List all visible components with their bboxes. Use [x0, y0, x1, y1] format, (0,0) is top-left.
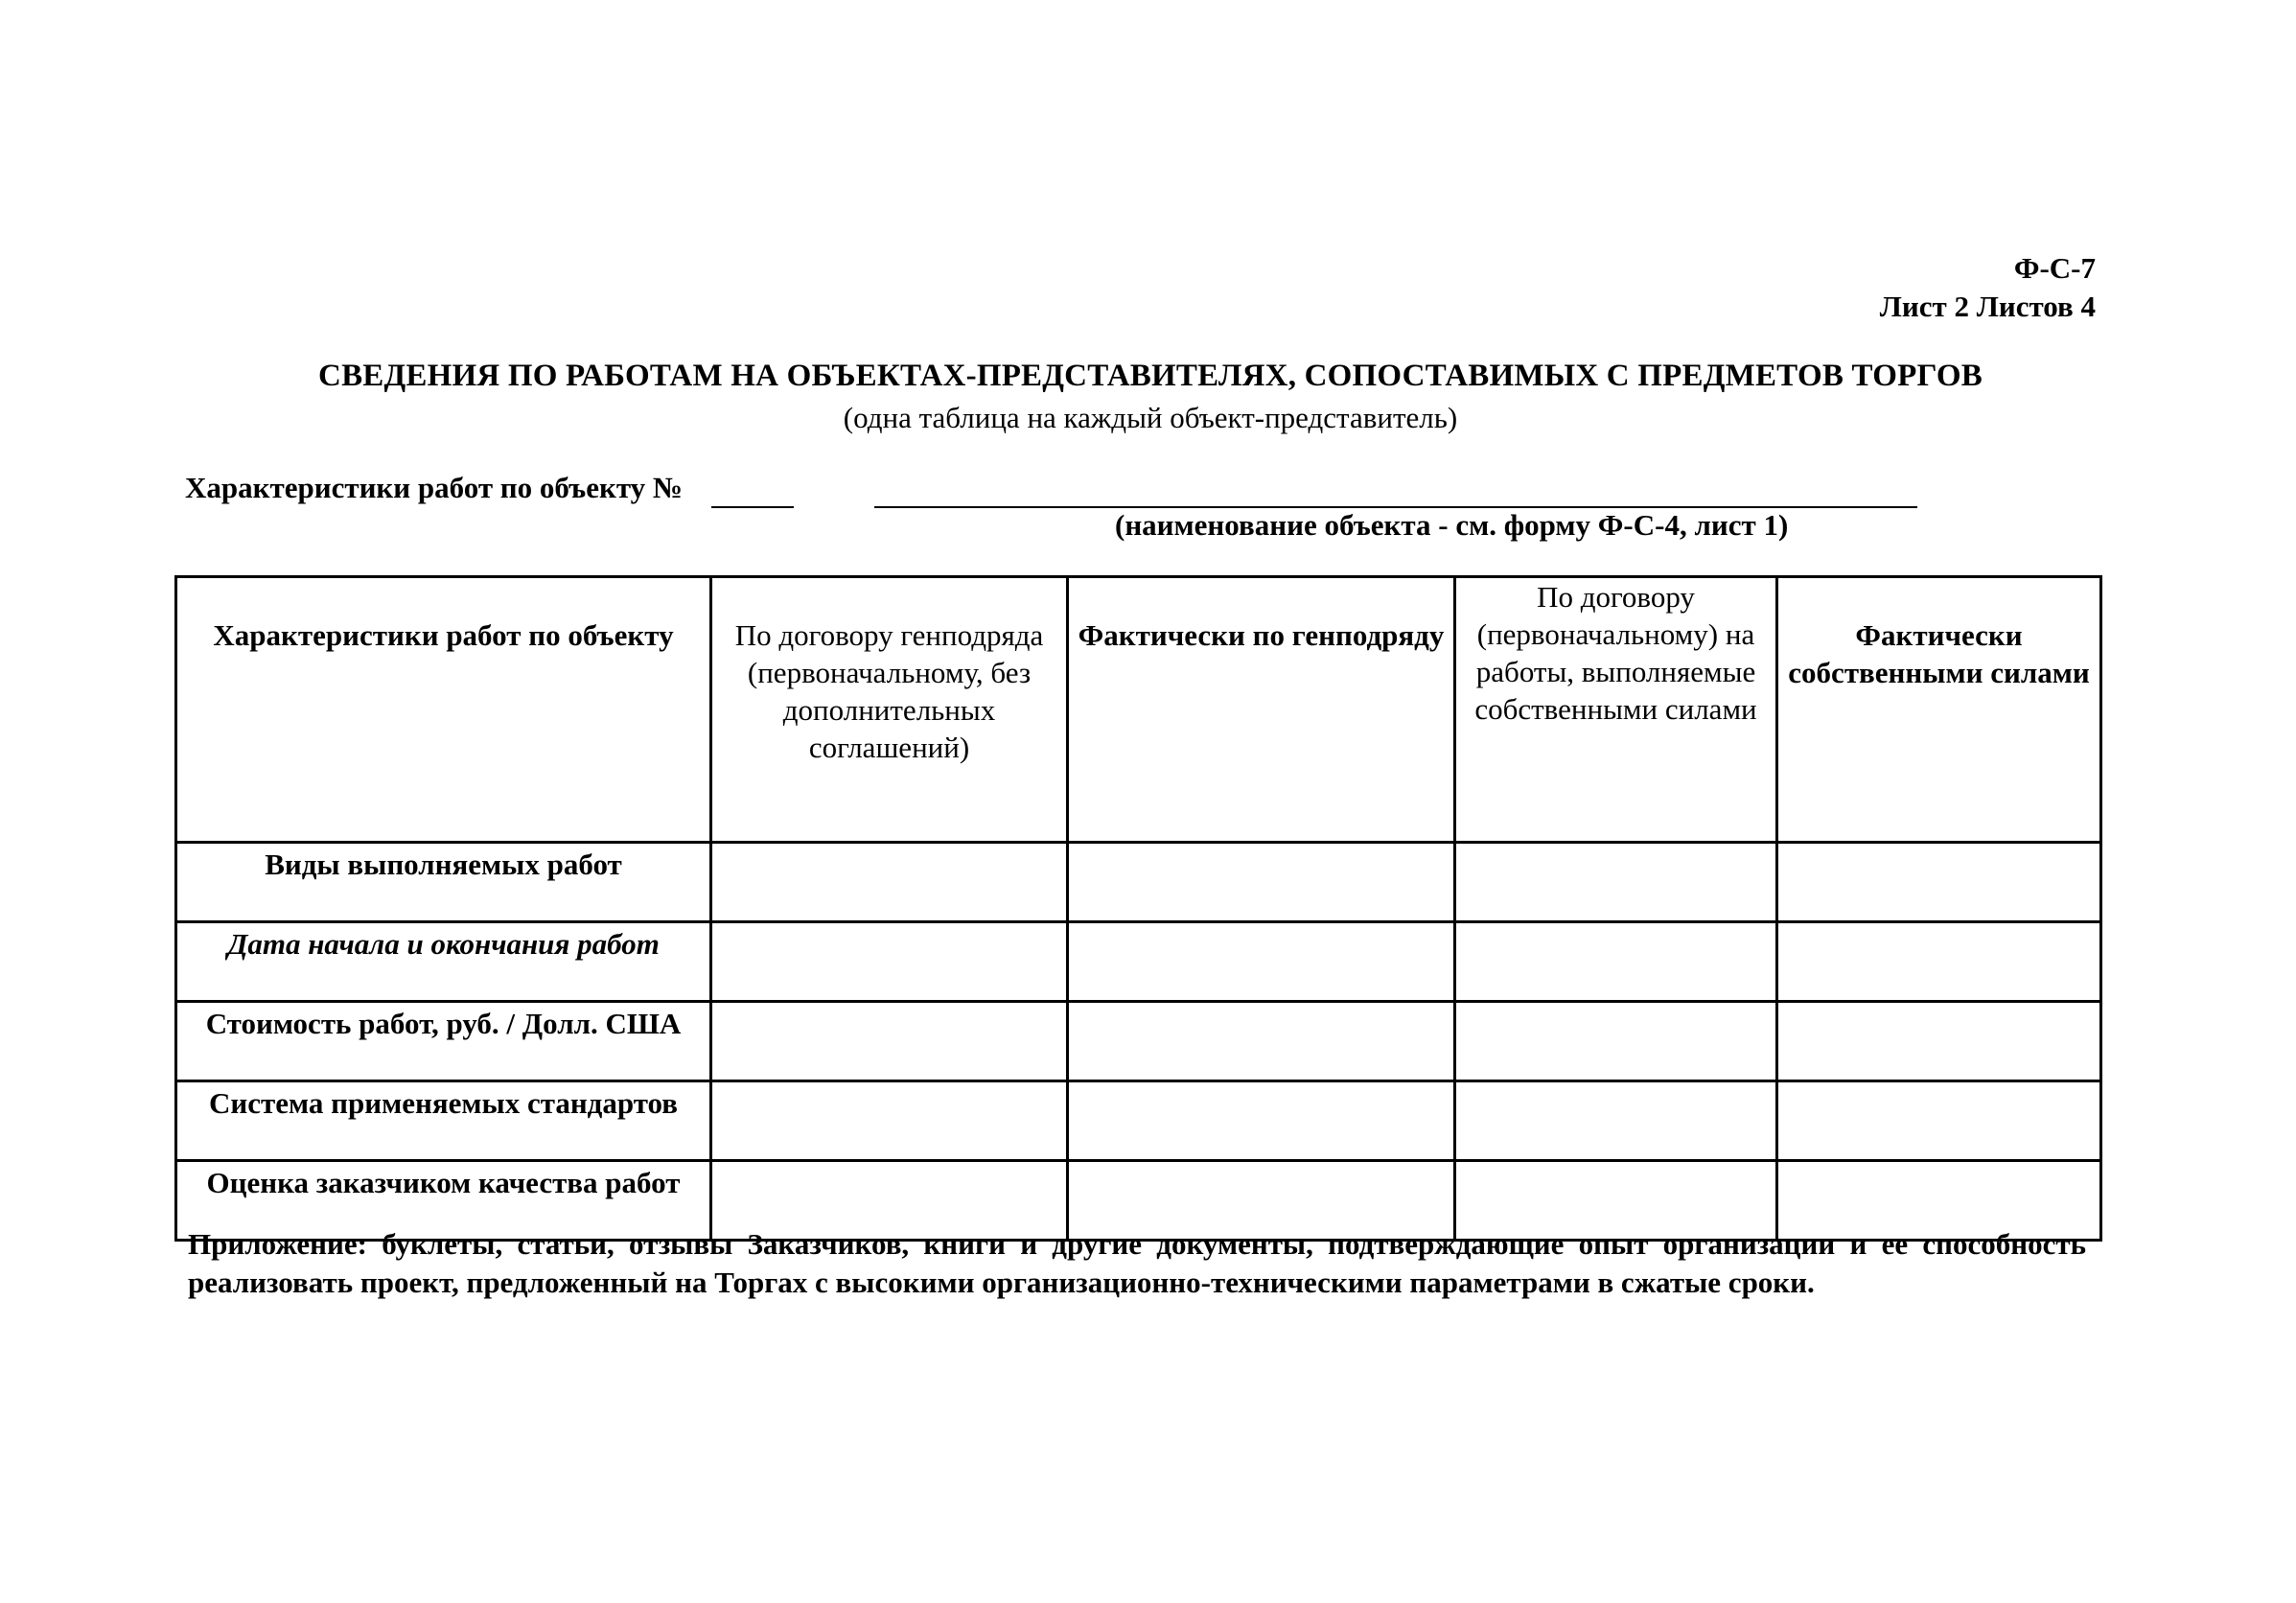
- table-row: [176, 843, 2101, 922]
- table-cell[interactable]: [1777, 1081, 2101, 1161]
- object-number-blank[interactable]: [711, 506, 794, 508]
- table-cell[interactable]: [711, 1081, 1068, 1161]
- row-label: Стоимость работ, руб. / Долл. США: [176, 1002, 711, 1081]
- appendix-note: Приложение: буклеты, статьи, отзывы Заказчиков, книги и другие документы, подтверждающие опыт организации и ее способность реализовать проект, предложенный на Торгах с высокими организационно-техническими параметрами в сжатые сроки.: [188, 1227, 2086, 1299]
- object-number-label: Характеристики работ по объекту №: [185, 471, 684, 504]
- row-label: Виды выполняемых работ: [176, 843, 711, 922]
- table-cell[interactable]: [1777, 1002, 2101, 1081]
- table-cell[interactable]: [1777, 843, 2101, 922]
- form-code: Ф-С-7: [2013, 251, 2096, 285]
- table-cell[interactable]: [1068, 1002, 1455, 1081]
- table-cell[interactable]: [1068, 1081, 1455, 1161]
- column-header: По договору (первоначальному) на работы, выполняемые собственными силами: [1455, 577, 1777, 843]
- table-row: [176, 1081, 2101, 1161]
- table-cell[interactable]: [711, 1002, 1068, 1081]
- column-header: Фактически по генподряду: [1068, 577, 1455, 843]
- table-cell[interactable]: [1455, 1002, 1777, 1081]
- table-cell[interactable]: [1455, 922, 1777, 1002]
- column-header: Характеристики работ по объекту: [176, 577, 711, 843]
- column-header: Фактически собственными силами: [1777, 577, 2101, 843]
- table-cell[interactable]: [1068, 843, 1455, 922]
- document-title: СВЕДЕНИЯ ПО РАБОТАМ НА ОБЪЕКТАХ-ПРЕДСТАВИТЕЛЯХ, СОПОСТАВИМЫХ С ПРЕДМЕТОВ ТОРГОВ: [318, 359, 1983, 393]
- table-cell[interactable]: [1455, 1081, 1777, 1161]
- table-header-row: [176, 577, 2101, 843]
- row-label: Дата начала и окончания работ: [176, 922, 711, 1002]
- table-cell[interactable]: [1777, 922, 2101, 1002]
- document-subtitle: (одна таблица на каждый объект-представитель): [843, 401, 1458, 434]
- row-label: Оценка заказчиком качества работ: [176, 1161, 711, 1241]
- table-row: [176, 1002, 2101, 1081]
- table-cell[interactable]: [711, 843, 1068, 922]
- sheet-info: Лист 2 Листов 4: [1879, 290, 2096, 323]
- column-header: По договору генподряда (первоначальному, без дополнительных соглашений): [711, 577, 1068, 843]
- table-row: [176, 922, 2101, 1002]
- works-table: [174, 575, 2102, 1242]
- table-cell[interactable]: [1068, 922, 1455, 1002]
- table-cell[interactable]: [711, 922, 1068, 1002]
- object-name-caption: (наименование объекта - см. форму Ф-С-4, лист 1): [1115, 508, 1789, 542]
- row-label: Система применяемых стандартов: [176, 1081, 711, 1161]
- table-cell[interactable]: [1455, 843, 1777, 922]
